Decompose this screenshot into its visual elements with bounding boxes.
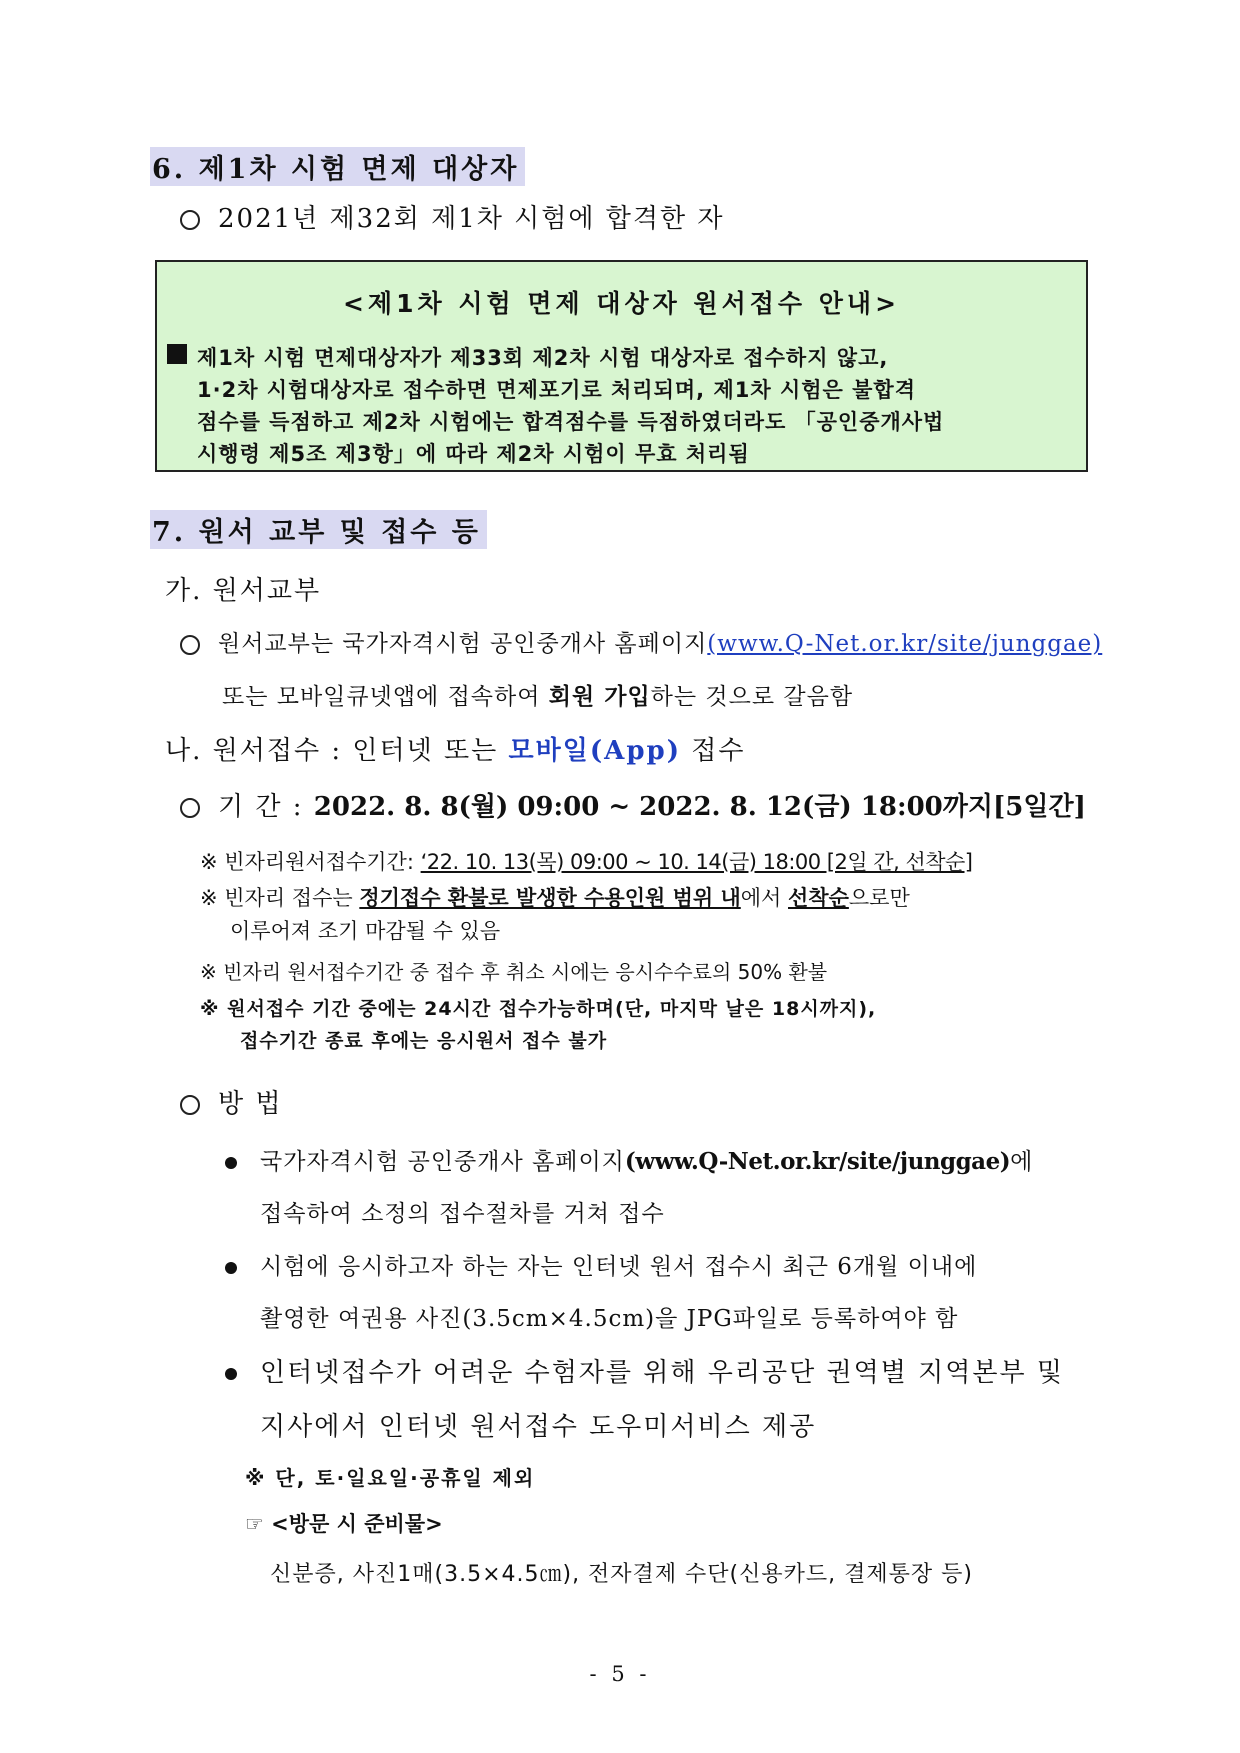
bullet-3-line-1: 인터넷접수가 어려운 수험자를 위해 우리공단 권역별 지역본부 및 xyxy=(260,1358,1064,1388)
sub-a-line-1 xyxy=(180,625,1102,658)
note-1-value: ‘22. 10. 13(목) 09:00 ~ 10. 14(금) 18:00 [2일 간, 선착순] xyxy=(420,850,973,874)
section-6-heading: 6. 제1차 시험 면제 대상자 xyxy=(150,147,525,186)
sub-a-line-2 xyxy=(222,678,853,711)
bullet-2-line-1: 시험에 응시하고자 하는 자는 인터넷 원서 접수시 최근 6개월 이내에 xyxy=(260,1254,978,1280)
circle-bullet-icon xyxy=(180,210,200,230)
notice-line-1: 제1차 시험 면제대상자가 제33회 제2차 시험 대상자로 접수하지 않고, xyxy=(197,346,889,370)
note-4-line-2: 접수기간 종료 후에는 응시원서 접수 불가 xyxy=(240,1030,608,1052)
note-2-underlined: 정기접수 환불로 발생한 수용인원 범위 내 xyxy=(359,886,741,910)
qnet-link[interactable]: (www.Q-Net.or.kr/site/junggae) xyxy=(707,631,1103,657)
sub-a-title: 가. 원서교부 xyxy=(165,576,322,606)
sub-a-line-2-bold: 회원 가입 xyxy=(548,683,651,710)
note-2 xyxy=(200,882,910,912)
sub-b-title-pre: 나. 원서접수 : 인터넷 또는 xyxy=(165,736,509,766)
bullet-3-line-2: 지사에서 인터넷 원서접수 도우미서비스 제공 xyxy=(260,1412,817,1442)
sub-a-line-2-pre: 또는 모바일큐넷앱에 접속하여 xyxy=(222,684,549,710)
note-4-line-1: ※ 원서접수 기간 중에는 24시간 접수가능하며(단, 마지막 날은 18시까지), xyxy=(200,998,877,1020)
bullet-dot-icon xyxy=(225,1157,237,1169)
exclusion-note: ※ 단, 토·일요일·공휴일 제외 xyxy=(245,1466,536,1490)
notice-line-4: 시행령 제5조 제3항」에 따라 제2차 시험이 무효 처리됨 xyxy=(197,442,750,466)
note-1 xyxy=(200,846,973,876)
exemption-notice-box xyxy=(155,260,1088,472)
note-2-line-2: 이루어져 조기 마감될 수 있음 xyxy=(230,919,501,943)
bullet-1-line-2: 접속하여 소정의 접수절차를 거쳐 접수 xyxy=(260,1201,665,1227)
period-value: 2022. 8. 8(월) 09:00 ~ 2022. 8. 12(금) 18:00까지[5일간] xyxy=(313,792,1086,822)
notice-line-3: 점수를 득점하고 제2차 시험에는 합격점수를 득점하였더라도 「공인중개사법 xyxy=(197,410,945,434)
period-label: 기 간 : xyxy=(218,792,314,822)
bullet-1-pre: 국가자격시험 공인중개사 홈페이지 xyxy=(260,1149,625,1175)
bullet-2-line-2: 촬영한 여권용 사진(3.5cm×4.5cm)을 JPG파일로 등록하여야 함 xyxy=(260,1306,959,1332)
note-2-post: 으로만 xyxy=(848,886,910,910)
sub-a-line-1-text: 원서교부는 국가자격시험 공인중개사 홈페이지 xyxy=(218,631,708,657)
note-2-first-come: 선착순 xyxy=(788,886,849,910)
section-6-item-text: 2021년 제32회 제1차 시험에 합격한 자 xyxy=(218,204,725,234)
sub-b-title-app: 모바일(App) xyxy=(508,736,681,766)
visit-title: ☞ <방문 시 준비물> xyxy=(245,1512,443,1536)
bullet-dot-icon xyxy=(225,1368,237,1380)
sub-b-title xyxy=(165,730,746,767)
bullet-1-url: (www.Q-Net.or.kr/site/junggae) xyxy=(624,1148,1011,1175)
note-1-label: ※ 빈자리원서접수기간: xyxy=(200,850,421,874)
method-line xyxy=(180,1083,283,1120)
bullet-dot-icon xyxy=(225,1262,237,1274)
sub-a-line-2-post: 하는 것으로 갈음함 xyxy=(650,684,854,710)
circle-bullet-icon xyxy=(180,1095,200,1115)
note-3: ※ 빈자리 원서접수기간 중 접수 후 취소 시에는 응시수수료의 50% 환불 xyxy=(200,960,828,984)
visit-items: 신분증, 사진1매(3.5×4.5㎝), 전자결제 수단(신용카드, 결제통장 등) xyxy=(270,1562,973,1587)
sub-b-title-post: 접수 xyxy=(681,736,746,766)
note-2-pre: ※ 빈자리 접수는 xyxy=(200,886,360,910)
black-square-icon xyxy=(167,344,187,364)
note-2-mid: 에서 xyxy=(740,886,789,910)
notice-line-2: 1·2차 시험대상자로 접수하면 면제포기로 처리되며, 제1차 시험은 불합격 xyxy=(197,378,916,402)
bullet-1-line-1 xyxy=(260,1143,1033,1176)
section-7-heading: 7. 원서 교부 및 접수 등 xyxy=(150,510,487,549)
notice-title: <제1차 시험 면제 대상자 원서접수 안내> xyxy=(342,289,901,318)
page-number: - 5 - xyxy=(589,1662,651,1686)
circle-bullet-icon xyxy=(180,798,200,818)
period-line xyxy=(180,786,1086,823)
section-6-item xyxy=(180,198,725,235)
circle-bullet-icon xyxy=(180,635,200,655)
method-label: 방 법 xyxy=(218,1089,283,1119)
bullet-1-post: 에 xyxy=(1010,1149,1034,1175)
